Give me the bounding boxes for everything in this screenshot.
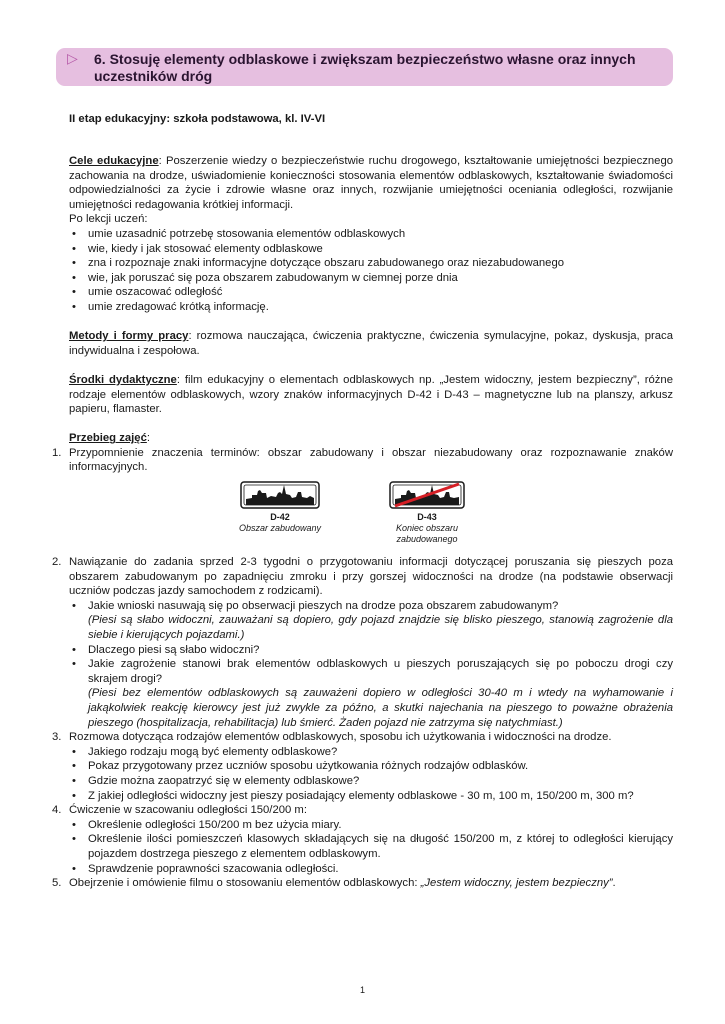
step-number: 2.	[52, 556, 62, 569]
step-number: 4.	[52, 804, 62, 817]
triangle-arrow-icon: ▷	[67, 50, 78, 66]
road-signs	[52, 481, 673, 551]
list-item: • Jakiego rodzaju mogą być elementy odblaskowe?	[52, 745, 673, 760]
section-title: 6. Stosuję elementy odblaskowe i zwiększam bezpieczeństwo własne oraz innych uczestników dróg	[94, 51, 636, 84]
step-number: 3.	[52, 731, 62, 744]
means-text: : film edukacyjny o elementach odblaskowych np. „Jestem widoczny, jestem bezpieczny”, różne rodzaje elementów odblaskowych, wzory znaków informacyjnych D-42 i D-43 – magnetyczne lub na planszy, arkusz papieru, flamaster.	[69, 373, 673, 416]
answer-text: (Piesi bez elementów odblaskowych są zauważeni dopiero w odległości 30-40 m i wtedy na wyhamowanie i jakąkolwiek reakcję kierowcy jest już zwykle za późno, a skutki najechania na pieszego to poważne obrażenia pieszego (hospitalizacja, rehabilitacja) lub śmierć. Żaden pojazd nie zatrzyma się natychmiast.)	[88, 687, 673, 729]
methods-label: Metody i formy pracy	[69, 330, 189, 343]
sign-description: Obszar zabudowany	[238, 523, 322, 534]
methods-text: : rozmowa nauczająca, ćwiczenia praktyczne, ćwiczenia symulacyjne, pokaz, dyskusja, praca indywidualna i zespołowa.	[69, 330, 673, 357]
education-stage: II etap edukacyjny: szkoła podstawowa, kl. IV-VI	[69, 113, 326, 125]
section-header	[56, 48, 673, 86]
step-text: Nawiązanie do zadania sprzed 2-3 tygodni o przygotowaniu informacji dotyczącej poruszania się pieszych poza obszarem zabudowanym po zapadnięciu zmroku i przy gorszej widoczności na drodze (na podstawie obserwacji uczniów podczas jazdy samochodem z rodzicami).	[69, 556, 673, 598]
list-item: • umie uzasadnić potrzebę stosowania elementów odblaskowych	[52, 227, 673, 242]
step-text: Obejrzenie i omówienie filmu o stosowaniu elementów odblaskowych:	[69, 877, 421, 890]
step-2	[52, 555, 673, 599]
step-number: 1.	[52, 446, 62, 459]
goals-paragraph	[52, 154, 673, 212]
list-item: • Określenie ilości pomieszczeń klasowych składających się na długość 150/200 m, z której to odległości kierujący pojazdem dostrzega pieszego z elementem odblaskowym.	[52, 832, 673, 861]
list-item: • Z jakiej odległości widoczny jest pieszy posiadający elementy odblaskowe - 30 m, 100 m, 150/200 m, 300 m?	[52, 789, 673, 804]
goals-text: : Poszerzenie wiedzy o bezpieczeństwie ruchu drogowego, kształtowanie umiejętności bezpiecznego zachowania na drodze, uświadomienie konieczności stosowania elementów odblaskowych, kształtowanie świadomości odpowiedzialności za życie i zdrowie własne oraz innych, rozwijanie umiejętności oceniania odległości, rozwijanie umiejętności redagowania krótkiej informacji.	[69, 155, 674, 211]
list-item: • zna i rozpoznaje znaki informacyjne dotyczące obszaru zabudowanego oraz niezabudowanego	[52, 256, 673, 271]
step-text: Przypomnienie znaczenia terminów: obszar zabudowany i obszar niezabudowany oraz rozpoznawanie znaków informacyjnych.	[69, 446, 673, 474]
lesson-content	[52, 154, 673, 891]
methods-paragraph	[52, 329, 673, 358]
step-4-items	[52, 818, 673, 876]
step-text: Ćwiczenie w szacowaniu odległości 150/200 m:	[69, 804, 307, 817]
list-item: • Sprawdzenie poprawności szacowania odległości.	[52, 862, 673, 877]
list-item: • Jakie wnioski nasuwają się po obserwacji pieszych na drodze poza obszarem zabudowanym? (Piesi są słabo widoczni, zauważani są dopiero, gdy pojazd znajdzie się blisko pieszego, stanowią zagrożenie dla siebie i kierujących pojazdami.)	[52, 599, 673, 643]
means-paragraph	[52, 373, 673, 417]
list-item: • wie, jak poruszać się poza obszarem zabudowanym w ciemnej porze dnia	[52, 271, 673, 286]
step-number: 5.	[52, 877, 62, 890]
step-5: 5. Obejrzenie i omówienie filmu o stosowaniu elementów odblaskowych: „Jestem widoczny, jestem bezpieczny”.	[52, 877, 616, 890]
list-item: • Gdzie można zaopatrzyć się w elementy odblaskowe?	[52, 774, 673, 789]
page-number: 1	[359, 985, 365, 995]
sign-d43	[377, 481, 477, 545]
list-item: • Jakie zagrożenie stanowi brak elementów odblaskowych u pieszych poruszających się po poboczu drogi czy skrajem drogi? (Piesi bez elementów odblaskowych są zauważeni dopiero w odległości 30-40 m i wtedy na wyhamowanie i jakąkolwiek reakcję kierowcy jest już zwykle za późno, a skutki najechania na pieszego to poważne obrażenia pieszego (hospitalizacja, rehabilitacja) lub śmierć. Żaden pojazd nie zatrzyma się natychmiast.)	[52, 657, 673, 730]
list-item: • umie oszacować odległość	[52, 285, 673, 300]
goals-list	[52, 227, 673, 315]
list-item: • Dlaczego piesi są słabo widoczni?	[52, 643, 673, 658]
goals-label: Cele edukacyjne	[69, 155, 159, 167]
course-heading: Przebieg zajęć:	[69, 432, 150, 445]
sign-d42	[230, 481, 330, 534]
after-lesson-label: Po lekcji uczeń:	[69, 213, 148, 226]
list-item: • wie, kiedy i jak stosować elementy odblaskowe	[52, 242, 673, 257]
step-2-questions	[52, 599, 673, 730]
end-of-built-up-area-sign-icon	[389, 481, 465, 509]
sign-code: D-42	[270, 512, 290, 523]
step-3-items	[52, 745, 673, 803]
course-label: Przebieg zajęć	[69, 432, 147, 445]
step-1	[52, 446, 673, 475]
built-up-area-sign-icon	[240, 481, 320, 509]
sign-code: D-43	[417, 512, 437, 523]
step-text: Rozmowa dotycząca rodzajów elementów odblaskowych, sposobu ich użytkowania i widoczności na drodze.	[69, 731, 612, 744]
step-4	[52, 803, 673, 818]
sign-description: Koniec obszaru zabudowanego	[395, 523, 459, 545]
list-item: • umie zredagować krótką informację.	[52, 300, 673, 315]
list-item: • Pokaz przygotowany przez uczniów sposobu użytkowania różnych rodzajów odblasków.	[52, 759, 673, 774]
list-item: • Określenie odległości 150/200 m bez użycia miary.	[52, 818, 673, 833]
answer-text: (Piesi są słabo widoczni, zauważani są dopiero, gdy pojazd znajdzie się blisko pieszego, stanowią zagrożenie dla siebie i kierujących pojazdami.)	[88, 614, 673, 642]
means-label: Środki dydaktyczne	[69, 373, 177, 386]
film-title: „Jestem widoczny, jestem bezpieczny”	[420, 877, 613, 890]
step-3	[52, 730, 673, 745]
